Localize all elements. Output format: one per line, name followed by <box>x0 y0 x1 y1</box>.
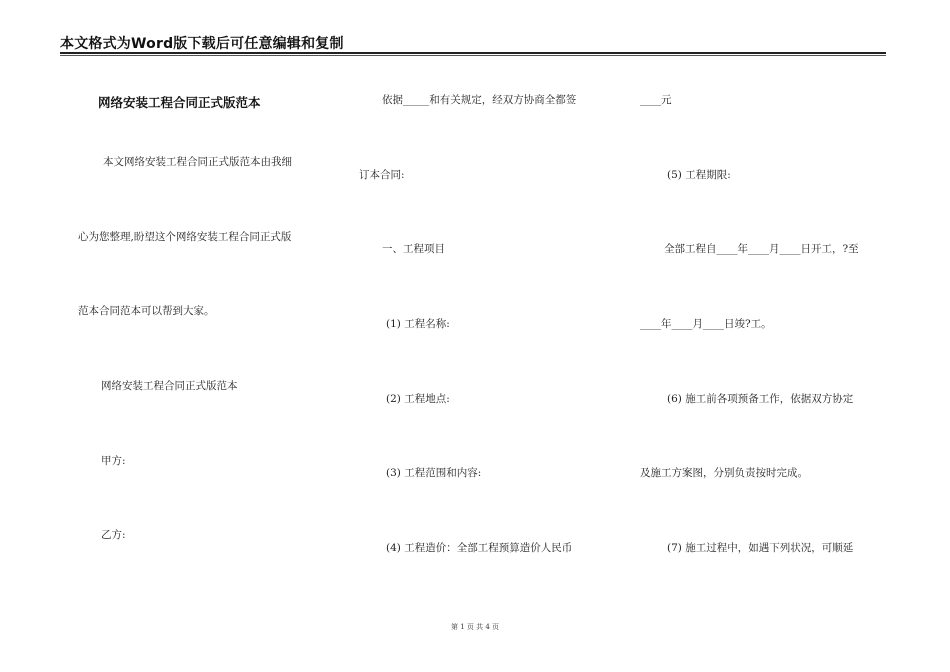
preparation-line-1: (6) 施工前各项预备工作，依据双方协定 <box>667 393 854 405</box>
page-number: 第 1 页 共 4 页 <box>450 623 500 631</box>
project-scope-label: (3) 工程范围和内容: <box>386 467 482 479</box>
project-start-line: 全部工程自____年____月____日开工，?至 <box>664 243 859 255</box>
col3-line-1: ____元 <box>640 94 672 106</box>
project-end-line: ____年____月____日竣?工。 <box>640 318 772 330</box>
project-location-label: (2) 工程地点: <box>386 393 450 405</box>
col2-line-1: 依据_____和有关规定，经双方协商全都签 <box>382 94 577 106</box>
document-title: 网络安装工程合同正式版范本 <box>98 95 261 110</box>
document-header-title: 本文格式为Word版下载后可任意编辑和复制 <box>60 36 344 52</box>
delay-clause-line: (7) 施工过程中，如遇下列状况，可顺延 <box>667 542 854 554</box>
intro-line-3: 范本合同范本可以帮到大家。 <box>78 305 215 317</box>
party-a-label: 甲方: <box>101 455 126 467</box>
party-b-label: 乙方: <box>101 529 126 541</box>
subtitle-line: 网络安装工程合同正式版范本 <box>101 380 238 392</box>
header-divider <box>60 52 886 54</box>
preparation-line-2: 及施工方案图，分别负责按时完成。 <box>640 467 808 479</box>
header-divider-thin <box>60 55 886 56</box>
section-heading-project: 一、工程项目 <box>382 243 445 255</box>
project-name-label: (1) 工程名称: <box>386 318 450 330</box>
project-cost-label: (4) 工程造价：全部工程预算造价人民币 <box>386 542 573 554</box>
intro-line-2: 心为您整理,盼望这个网络安装工程合同正式版 <box>78 231 292 243</box>
project-period-label: (5) 工程期限: <box>667 169 731 181</box>
intro-line-1: 本文网络安装工程合同正式版范本由我细 <box>103 156 292 168</box>
col2-line-2: 订本合同: <box>359 169 405 181</box>
